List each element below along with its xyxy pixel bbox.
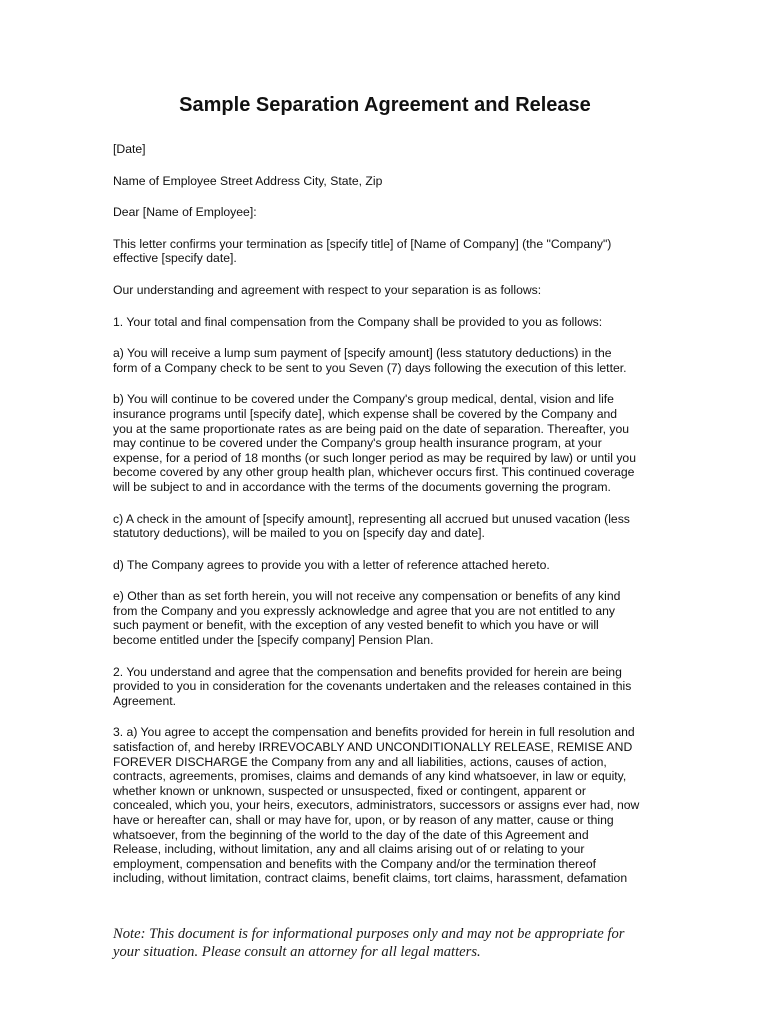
clause-1b: b) You will continue to be covered under the Company's group medical, dental, vision and life insurance programs until [specify date], which expense shall be covered by the Company and you at the same proportionate rates as are being paid on the date of separation. Thereafter, you may continue to be covered under the Company's group health insurance program, at your expense, for a period of 18 months (or such longer period as may be required by law) or until you become covered by any other group health plan, whichever occurs first. This continued coverage will be subject to and in accordance with the terms of the documents governing the program. bbox=[113, 392, 636, 494]
clause-1e: e) Other than as set forth herein, you will not receive any compensation or benefits of any kind from the Company and you expressly acknowledge and agree that you are not entitled to any such payment or benefit, with the exception of any vested benefit to which you have or will become entitled under the [specify company] Pension Plan. bbox=[113, 589, 621, 648]
understanding-paragraph: Our understanding and agreement with respect to your separation is as follows: bbox=[113, 282, 542, 297]
clause-1a: a) You will receive a lump sum payment of [specify amount] (less statutory deductions) in the form of a Company check to be sent to you Seven (7) days following the execution of this letter. bbox=[113, 346, 627, 375]
clause-1c: c) A check in the amount of [specify amount], representing all accrued but unused vacation (less statutory deductions), will be mailed to you on [specify day and date]. bbox=[113, 511, 630, 541]
clause-2: 2. You understand and agree that the compensation and benefits provided for herein are being provided to you in consideration for the covenants undertaken and the releases contained in this Agreement. bbox=[113, 664, 632, 708]
clause-1d: d) The Company agrees to provide you with a letter of reference attached hereto. bbox=[113, 557, 550, 572]
document-title: Sample Separation Agreement and Release bbox=[179, 94, 591, 116]
employee-address: Name of Employee Street Address City, State, Zip bbox=[113, 173, 383, 188]
salutation: Dear [Name of Employee]: bbox=[113, 205, 257, 220]
termination-paragraph: This letter confirms your termination as [specify title] of [Name of Company] (the "Company") effective [specify date]. bbox=[113, 236, 612, 266]
date-line: [Date] bbox=[113, 142, 146, 156]
document-body bbox=[113, 142, 661, 886]
clause-1: 1. Your total and final compensation from the Company shall be provided to you as follows: bbox=[113, 314, 603, 329]
clause-3a: 3. a) You agree to accept the compensation and benefits provided for herein in full resolution and satisfaction of, and hereby IRREVOCABLY AND UNCONDITIONALLY RELEASE, REMISE AND FOREVER DISCHARGE the Company from any and all liabilities, actions, causes of action, contracts, agreements, promises, claims and demands of any kind whatsoever, in law or equity, whether known or unknown, suspected or unsuspected, fixed or contingent, apparent or concealed, which you, your heirs, executors, administrators, successors or assigns ever had, now have or hereafter can, shall or may have for, upon, or by reason of any matter, cause or thing whatsoever, from the beginning of the world to the day of the date of this Agreement and Release, including, without limitation, any and all claims arising out of or relating to your employment, compensation and benefits with the Company and/or the termination thereof including, without limitation, contract claims, benefit claims, tort claims, harassment, defamation bbox=[113, 725, 640, 886]
disclaimer-note: Note: This document is for informational purposes only and may not be appropriate for your situation. Please consult an attorney for all legal matters. bbox=[113, 926, 625, 960]
